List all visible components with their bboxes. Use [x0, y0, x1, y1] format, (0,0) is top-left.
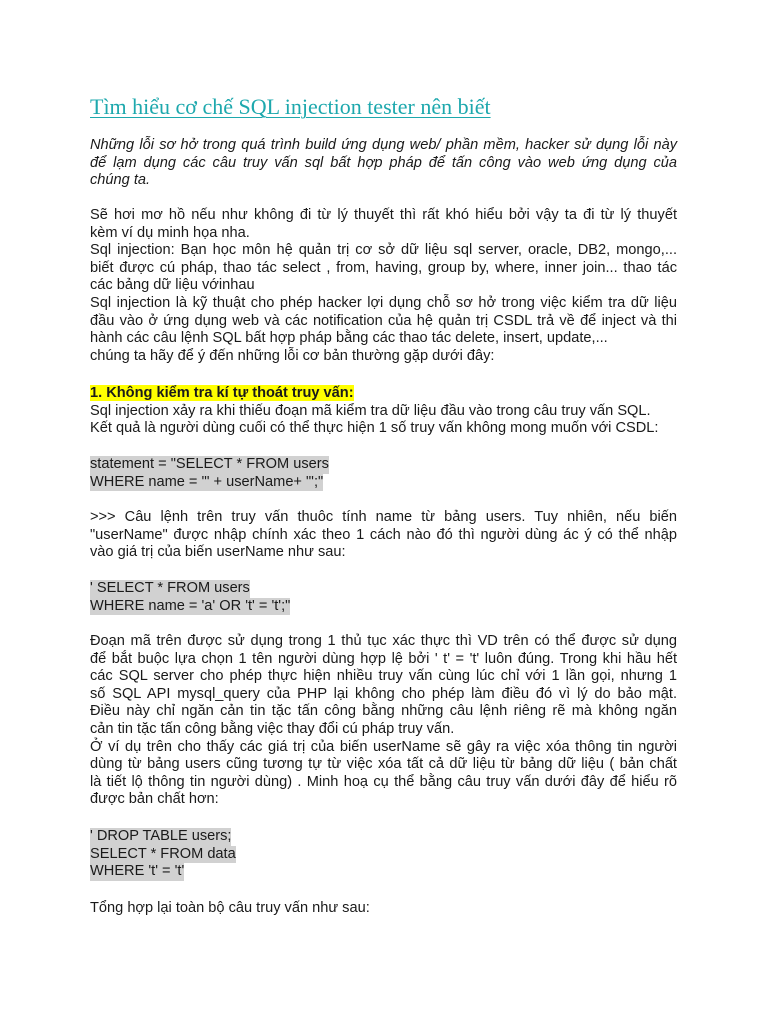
intro-paragraph [90, 137, 677, 190]
text-line: để bắt buộc lựa chọn 1 tên người dùng hợp lệ bởi ' t' = 't' luôn đúng. Trong khi hầu hết [90, 650, 677, 667]
code-block-drop-table [90, 828, 677, 881]
intro-line: Những lỗi sơ hở trong quá trình build ứng dụng web/ phần mềm, hacker sử dụng lỗi này [90, 137, 677, 153]
theory-paragraph [90, 207, 677, 365]
text-line: biết được cú pháp, thao tác select , from, having, group by, where, inner join... thao tác [90, 259, 677, 276]
text-line: Sql injection xảy ra khi thiếu đoạn mã kiểm tra dữ liệu đầu vào trong câu truy vấn SQL. [90, 402, 651, 419]
intro-line: chúng ta. [90, 172, 151, 189]
page-title: Tìm hiểu cơ chế SQL injection tester nên biết [90, 94, 491, 119]
text-line: hành các câu lệnh SQL bất hợp pháp bằng các thao tác delete, insert, update,... [90, 330, 608, 347]
text-line: số SQL API mysql_query của PHP lại không cho phép làm điều đó vì lý do bảo mật. [90, 685, 677, 702]
text-line: đầu vào ở ứng dụng web và các notification của hệ quản trị CSDL trả về để inject và thi [90, 312, 677, 329]
text-line: >>> Câu lệnh trên truy vấn thuôc tính name từ bảng users. Tuy nhiên, nếu biến [90, 509, 677, 525]
code-line: WHERE name = '" + userName+ "';" [90, 473, 324, 490]
text-line: Kết quả là người dùng cuối có thể thực hiện 1 số truy vấn không mong muốn với CSDL: [90, 420, 659, 437]
text-line: cản tin tặc tấn công bằng việc thay đổi cú pháp truy vấn. [90, 720, 455, 737]
text-line: Sql injection là kỹ thuật cho phép hacker lợi dụng chỗ sơ hở trong việc kiểm tra dữ liệu [90, 294, 677, 311]
summary-paragraph [90, 900, 677, 918]
code-block-injection [90, 580, 677, 615]
text-line: là tiết lộ thông tin người dùng) . Minh hoạ cụ thể bằng câu truy vấn dưới đây để hiểu rõ [90, 773, 677, 790]
text-line: các SQL server cho phép thực hiện nhiều truy vấn cùng lúc chỉ với 1 lần gọi, nhưng 1 [90, 668, 677, 685]
intro-line: để lạm dụng các câu truy vấn sql bất hợp pháp để tấn công vào web ứng dụng của [90, 154, 677, 171]
text-line: Điều này chỉ ngăn cản tin tặc tấn công bằng những câu lệnh riêng rẽ mà không ngăn [90, 703, 677, 720]
text-line: "userName" được nhập chính xác theo 1 cách nào đó thì người dùng ác ý có thể nhập [90, 526, 677, 543]
text-line: vào giá trị của biến userName như sau: [90, 544, 346, 561]
section-1 [90, 385, 677, 438]
text-line: Sẽ hơi mơ hồ nếu như không đi từ lý thuyết thì rất khó hiểu bởi vậy ta đi từ lý thuyết [90, 207, 677, 223]
auth-paragraph [90, 633, 677, 809]
code-line: statement = "SELECT * FROM users [90, 456, 329, 472]
text-line: Đoạn mã trên được sử dụng trong 1 thủ tục xác thực thì VD trên có thể được sử dụng [90, 633, 677, 649]
code-line: WHERE name = 'a' OR 't' = 't';" [90, 597, 291, 614]
code-line: ' DROP TABLE users; [90, 828, 232, 844]
text-line: chúng ta hãy để ý đến những lỗi cơ bản thường gặp dưới đây: [90, 347, 495, 364]
text-line: Sql injection: Bạn học môn hệ quản trị cơ sở dữ liệu sql server, oracle, DB2, mongo,... [90, 242, 677, 259]
section-heading: 1. Không kiểm tra kí tự thoát truy vấn: [90, 385, 354, 401]
text-line: được bản chất hơn: [90, 791, 219, 808]
text-line: Tổng hợp lại toàn bộ câu truy vấn như sau: [90, 900, 370, 916]
text-line: kèm ví dụ minh họa nha. [90, 224, 250, 241]
text-line: Ở ví dụ trên cho thấy các giá trị của biến userName sẽ gây ra việc xóa thông tin người [90, 738, 677, 755]
code-line: SELECT * FROM data [90, 845, 236, 862]
code-line: ' SELECT * FROM users [90, 580, 250, 596]
text-line: dùng từ bảng users cũng tương tự từ việc xóa tất cả dữ liệu từ bảng dữ liệu ( bản chất [90, 756, 677, 773]
code-line: WHERE 't' = 't' [90, 863, 185, 880]
text-line: các bảng dữ liệu vớinhau [90, 277, 255, 294]
code-block-statement [90, 456, 677, 491]
explain-paragraph [90, 509, 677, 562]
